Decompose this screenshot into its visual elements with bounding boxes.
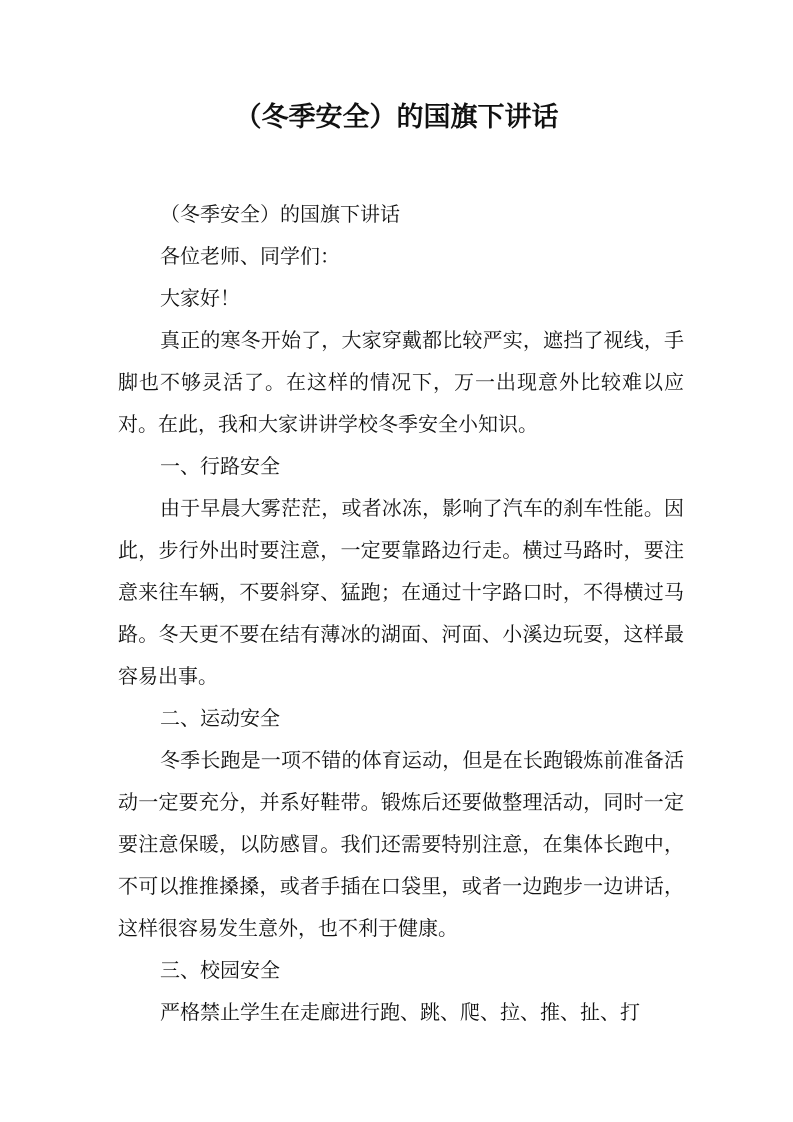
salutation-paragraph: 各位老师、同学们： <box>160 244 340 268</box>
road-safety-paragraph: 由于早晨大雾茫茫，或者冰冻，影响了汽车的刹车性能。因此，步行外出时要注意，一定要靠路边行走。横过马路时，要注意来往车辆，不要斜穿、猛跑；在通过十字路口时，不得横过马路。冬天更不要在结有薄冰的湖面、河面、小溪边玩耍，这样最容易出事。 <box>118 496 684 688</box>
document-body <box>118 193 684 1033</box>
document-title: （冬季安全）的国旗下讲话 <box>234 102 559 133</box>
subtitle-paragraph: （冬季安全）的国旗下讲话 <box>160 202 400 226</box>
section-heading-road-safety: 一、行路安全 <box>160 454 280 478</box>
greeting-paragraph: 大家好！ <box>160 286 240 310</box>
sports-safety-paragraph: 冬季长跑是一项不错的体育运动，但是在长跑锻炼前准备活动一定要充分，并系好鞋带。锻炼后还要做整理活动，同时一定要注意保暖，以防感冒。我们还需要特别注意，在集体长跑中，不可以推推搡搡，或者手插在口袋里，或者一边跑步一边讲话，这样很容易发生意外，也不利于健康。 <box>118 748 684 940</box>
section-heading-sports-safety: 二、运动安全 <box>160 706 280 730</box>
campus-safety-paragraph: 严格禁止学生在走廊进行跑、跳、爬、拉、推、扯、打 <box>160 1000 640 1024</box>
intro-paragraph: 真正的寒冬开始了，大家穿戴都比较严实，遮挡了视线，手脚也不够灵活了。在这样的情况下，万一出现意外比较难以应对。在此，我和大家讲讲学校冬季安全小知识。 <box>118 328 684 436</box>
section-heading-campus-safety: 三、校园安全 <box>160 958 280 982</box>
